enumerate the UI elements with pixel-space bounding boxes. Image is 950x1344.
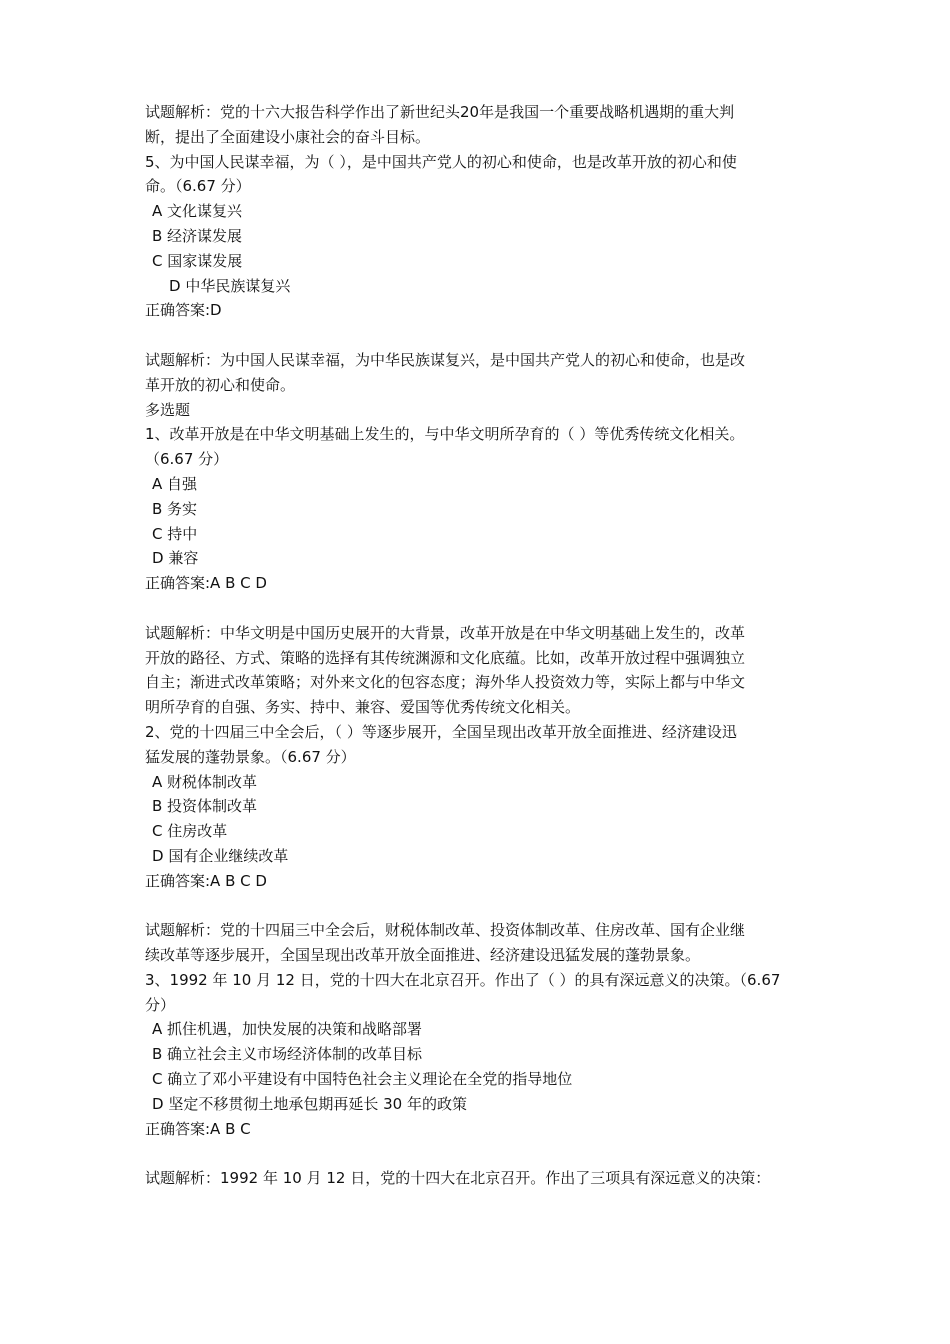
answer-option: A 财税体制改革 bbox=[152, 772, 258, 791]
blank-line bbox=[145, 596, 825, 621]
text-line: 开放的路径、方式、策略的选择有其传统渊源和文化底蕴。比如，改革开放过程中强调独立 bbox=[145, 648, 746, 667]
answer-option: D 坚定不移贯彻土地承包期再延长 30 年的政策 bbox=[152, 1094, 467, 1113]
answer-option: B 务实 bbox=[152, 499, 198, 518]
text-line: 自主；渐进式改革策略；对外来文化的包容态度；海外华人投资效力等，实际上都与中华文 bbox=[145, 673, 746, 692]
answer-option: D 国有企业继续改革 bbox=[152, 846, 289, 865]
blank-line bbox=[145, 323, 825, 348]
question-text: 1、改革开放是在中华文明基础上发生的，与中华文明所孕育的（ ）等优秀传统文化相关。 bbox=[145, 425, 745, 444]
answer-option: C 国家谋发展 bbox=[152, 251, 243, 270]
explanation-text: 试题解析：1992 年 10 月 12 日，党的十四大在北京召开。作出了三项具有深远意义的决策： bbox=[145, 1169, 771, 1188]
explanation-text: 试题解析：党的十六大报告科学作出了新世纪头20年是我国一个重要战略机遇期的重大判 bbox=[145, 103, 735, 121]
text-line: 明所孕育的自强、务实、持中、兼容、爱国等优秀传统文化相关。 bbox=[145, 698, 581, 717]
answer-option: A 自强 bbox=[152, 474, 198, 493]
correct-answer: 正确答案:A B C bbox=[145, 1119, 251, 1138]
answer-option: C 住房改革 bbox=[152, 822, 228, 841]
text-line: 革开放的初心和使命。 bbox=[145, 375, 296, 394]
answer-option: A 文化谋复兴 bbox=[152, 202, 243, 221]
text-line: 命。（6.67 分） bbox=[145, 177, 251, 196]
answer-option: A 抓住机遇，加快发展的决策和战略部署 bbox=[152, 1020, 423, 1039]
answer-option: D 兼容 bbox=[152, 549, 199, 568]
question-text: 2、党的十四届三中全会后，（ ）等逐步展开，全国呈现出改革开放全面推进、经济建设迅 bbox=[145, 722, 737, 741]
document-body bbox=[145, 100, 825, 1191]
answer-option: C 确立了邓小平建设有中国特色社会主义理论在全党的指导地位 bbox=[152, 1070, 573, 1089]
question-text: 5、为中国人民谋幸福，为（ ），是中国共产党人的初心和使命，也是改革开放的初心和使 bbox=[145, 152, 737, 171]
answer-option: B 确立社会主义市场经济体制的改革目标 bbox=[152, 1045, 423, 1064]
blank-line bbox=[145, 1141, 825, 1166]
text-line: 续改革等逐步展开，全国呈现出改革开放全面推进、经济建设迅猛发展的蓬勃景象。 bbox=[145, 946, 701, 965]
answer-option: D 中华民族谋复兴 bbox=[169, 276, 291, 295]
blank-line bbox=[145, 894, 825, 919]
explanation-text: 试题解析：为中国人民谋幸福，为中华民族谋复兴，是中国共产党人的初心和使命，也是改 bbox=[145, 350, 746, 369]
question-text: 3、1992 年 10 月 12 日，党的十四大在北京召开。作出了（ ）的具有深远意义的决策。（6.67 bbox=[145, 970, 781, 989]
answer-option: B 经济谋发展 bbox=[152, 226, 243, 245]
correct-answer: 正确答案:D bbox=[145, 301, 222, 320]
text-line: 猛发展的蓬勃景象。（6.67 分） bbox=[145, 747, 356, 766]
explanation-text: 试题解析：党的十四届三中全会后，财税体制改革、投资体制改革、住房改革、国有企业继 bbox=[145, 921, 746, 940]
answer-option: B 投资体制改革 bbox=[152, 797, 258, 816]
correct-answer: 正确答案:A B C D bbox=[145, 871, 267, 890]
text-line: 断，提出了全面建设小康社会的奋斗目标。 bbox=[145, 127, 431, 146]
text-line: （6.67 分） bbox=[145, 450, 229, 469]
section-heading: 多选题 bbox=[145, 400, 191, 419]
answer-option: C 持中 bbox=[152, 524, 198, 543]
text-line: 分） bbox=[145, 995, 176, 1014]
explanation-text: 试题解析：中华文明是中国历史展开的大背景，改革开放是在中华文明基础上发生的，改革 bbox=[145, 623, 746, 642]
correct-answer: 正确答案:A B C D bbox=[145, 574, 267, 593]
